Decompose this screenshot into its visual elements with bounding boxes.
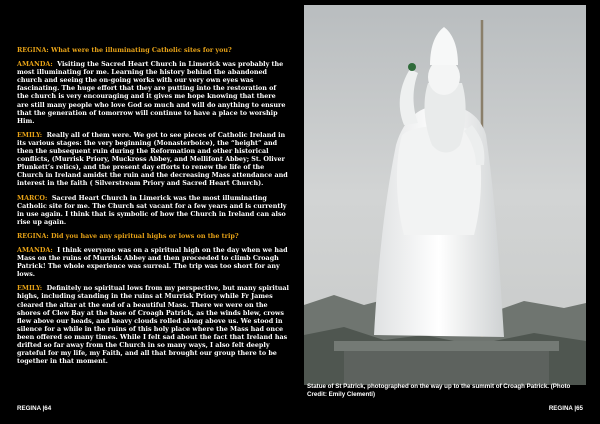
- statue-photo: [304, 5, 586, 385]
- pedestal-top: [334, 341, 559, 351]
- answer-text: Visiting the Sacred Heart Church in Limerick was probably the most illuminating for me. Learning the history behind the abandoned church and seeing the on-going works with our very own eyes was fascinating. The huge effort that they are putting into the restoration of the church is very encouraging and it gives me hope knowing that there are still many people who love God so much and will do anything to ensure that the generation of tomorrow will continue to have a place to worship Him.: [17, 60, 286, 125]
- question-2: REGINA: Did you have any spiritual highs or lows on the trip?: [17, 231, 239, 240]
- page-number-right: REGINA |65: [548, 405, 583, 412]
- answer-text: Really all of them were. We got to see pieces of Catholic Ireland in its various stages: the very beginning (Monasterboice), the “height” and then the subsequent ruin during the Reformation and other historical conflicts, (Murrisk Priory, Muckross Abbey, and Mellifont Abbey; St. Oliver Plunkett’s relics), and the present day efforts to renew the life of the Church in Ireland amidst the ruin and the decreasing Mass attendance and interest in the faith ( Silverstream Priory and Sacred Heart Church).: [17, 130, 288, 188]
- page-number-left: REGINA |64: [17, 405, 52, 412]
- speaker-name: EMILY:: [17, 130, 43, 139]
- answer-text: I think everyone was on a spiritual high on the day when we had Mass on the ruins of Murrisk Abbey and then proceeded to climb Croagh Patrick! The whole experience was surreal. The trip was too short for any lows.: [17, 245, 288, 279]
- speaker-name: AMANDA:: [17, 245, 53, 254]
- answer-text: Sacred Heart Church in Limerick was the most illuminating Catholic site for me. The Church sat vacant for a few years and is currently in use again. I think that is symbolic of how the Church in Ireland can also rise up again.: [17, 193, 287, 226]
- interview-text: [17, 46, 289, 371]
- speaker-name: AMANDA:: [17, 60, 53, 69]
- answer-text: Definitely no spiritual lows from my perspective, but many spiritual highs, including standing in the ruins at Murrisk Priory while Fr James cleared the altar at the end of a beautiful Mass. There we were on the shores of Clew Bay at the base of Croagh Patrick, as the winds blew, crows flew above our heads, and heavy clouds rolled along above us. We stood in silence for a while in the ruins of this holy place where the Mass had once been offered so many times. While I felt sad about the fact that Ireland has drifted so far away from the Church in so many ways, I also felt deeply grateful for my life, my Faith, and all that brought our group there to be together in that moment.: [17, 284, 289, 366]
- photo-caption: Statue of St Patrick, photographed on the way up to the summit of Croagh Patrick. (Photo Credit: Emily Clementi): [307, 383, 571, 398]
- answer-amanda-2: [17, 246, 289, 278]
- answer-emily-1: [17, 131, 289, 188]
- answer-marco-1: [17, 194, 289, 226]
- speaker-name: MARCO:: [17, 193, 48, 202]
- answer-amanda-1: [17, 60, 289, 125]
- answer-emily-2: [17, 284, 289, 365]
- shamrock: [408, 63, 416, 71]
- speaker-name: EMILY:: [17, 284, 43, 293]
- question-1: REGINA: What were the illuminating Catholic sites for you?: [17, 46, 232, 54]
- statue-illustration: [304, 5, 586, 385]
